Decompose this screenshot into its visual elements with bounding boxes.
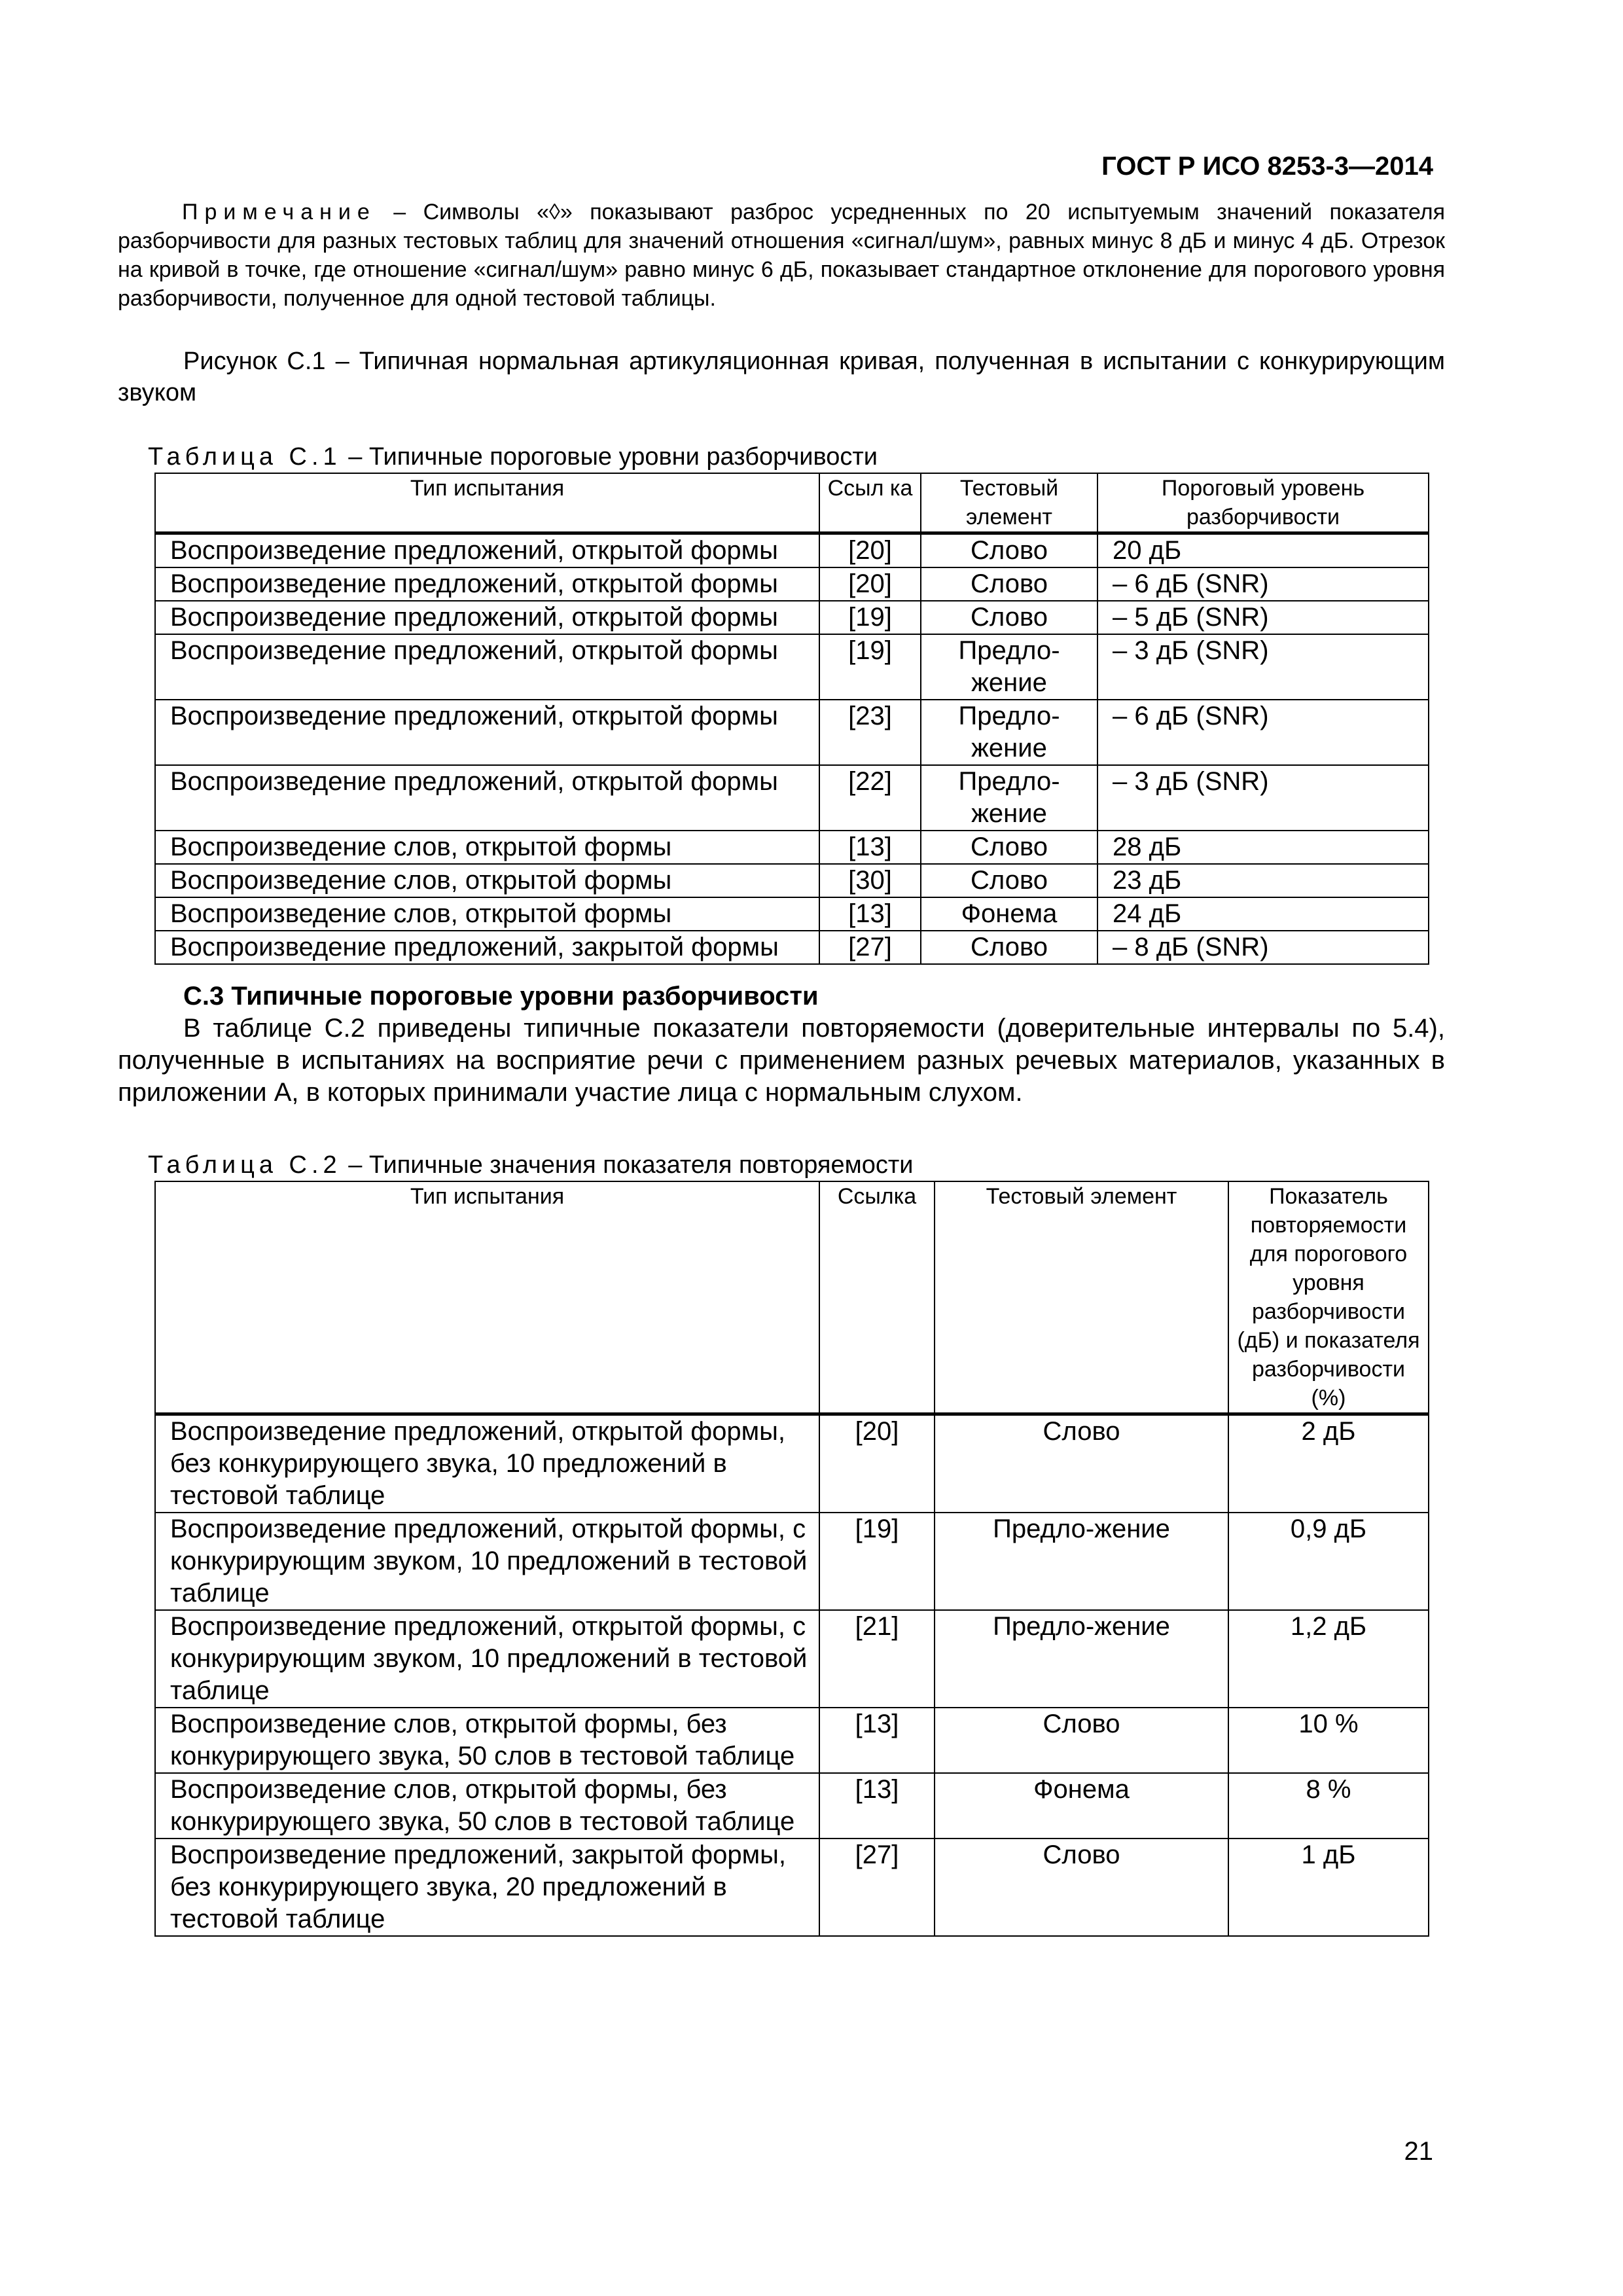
cell-value: 0,9 дБ: [1228, 1513, 1429, 1610]
cell-ref: [13]: [819, 831, 921, 864]
table-row: [155, 1708, 1429, 1773]
cell-element: Слово: [935, 1414, 1228, 1513]
cell-level: – 8 дБ (SNR): [1097, 931, 1429, 964]
table1-caption-text: – Типичные пороговые уровни разборчивости: [341, 443, 878, 471]
document-id-header: ГОСТ Р ИСО 8253-3—2014: [1101, 152, 1433, 181]
cell-value: 8 %: [1228, 1773, 1429, 1839]
table2-caption-label: Таблица С.2: [148, 1151, 342, 1179]
section-c3: [118, 980, 1445, 1109]
cell-ref: [23]: [819, 700, 921, 765]
cell-element: Слово: [921, 931, 1097, 964]
table-row: [155, 567, 1429, 601]
cell-level: – 3 дБ (SNR): [1097, 765, 1429, 831]
section-heading: С.3 Типичные пороговые уровни разборчивости: [183, 982, 819, 1011]
cell-ref: [20]: [819, 533, 921, 568]
cell-level: – 3 дБ (SNR): [1097, 634, 1429, 700]
cell-type: Воспроизведение предложений, открытой формы: [155, 533, 819, 568]
cell-level: 28 дБ: [1097, 831, 1429, 864]
cell-level: – 6 дБ (SNR): [1097, 700, 1429, 765]
col-header-level: Пороговый уровень разборчивости: [1097, 473, 1429, 533]
cell-type: Воспроизведение предложений, открытой формы: [155, 765, 819, 831]
cell-type: Воспроизведение предложений, закрытой формы: [155, 931, 819, 964]
col-header-value: Показатель повторяемости для порогового уровня разборчивости (дБ) и показателя разборчивости (%): [1228, 1181, 1429, 1414]
cell-type: Воспроизведение слов, открытой формы, без конкурирующего звука, 50 слов в тестовой таблице: [155, 1773, 819, 1839]
cell-element: Слово: [921, 533, 1097, 568]
cell-level: 23 дБ: [1097, 864, 1429, 897]
table-row: [155, 864, 1429, 897]
col-header-element: Тестовый элемент: [935, 1181, 1228, 1414]
table-row: [155, 1610, 1429, 1708]
section-paragraph: В таблице С.2 приведены типичные показатели повторяемости (доверительные интервалы по 5.4), полученные в испытаниях на восприятие речи с применением разных речевых материалов, указанных в приложении А, в которых принимали участие лица с нормальным слухом.: [118, 1014, 1445, 1107]
cell-ref: [19]: [819, 1513, 935, 1610]
cell-element: Слово: [921, 567, 1097, 601]
table-header-row: [155, 1181, 1429, 1414]
table-row: [155, 1839, 1429, 1936]
cell-level: – 5 дБ (SNR): [1097, 601, 1429, 634]
table-row: [155, 601, 1429, 634]
col-header-type: Тип испытания: [155, 1181, 819, 1414]
table-row: [155, 897, 1429, 931]
table1-caption: [148, 442, 878, 471]
cell-value: 1,2 дБ: [1228, 1610, 1429, 1708]
threshold-levels-table: [154, 473, 1429, 965]
table-header-row: [155, 473, 1429, 533]
cell-ref: [27]: [819, 931, 921, 964]
table-row: [155, 831, 1429, 864]
cell-element: Фонема: [935, 1773, 1228, 1839]
cell-element: Слово: [935, 1839, 1228, 1936]
table2-caption: [148, 1151, 914, 1179]
table2-body: [155, 1414, 1429, 1937]
cell-element: Слово: [921, 864, 1097, 897]
col-header-type: Тип испытания: [155, 473, 819, 533]
cell-level: 20 дБ: [1097, 533, 1429, 568]
cell-ref: [13]: [819, 1708, 935, 1773]
cell-element: Слово: [921, 601, 1097, 634]
figure-note: [118, 198, 1445, 313]
cell-type: Воспроизведение слов, открытой формы, без конкурирующего звука, 50 слов в тестовой таблице: [155, 1708, 819, 1773]
cell-element: Предло-жение: [921, 634, 1097, 700]
cell-type: Воспроизведение слов, открытой формы: [155, 831, 819, 864]
cell-ref: [13]: [819, 1773, 935, 1839]
table1-body: [155, 533, 1429, 965]
repeatability-table: [154, 1181, 1429, 1937]
cell-element: Предло-жение: [921, 765, 1097, 831]
page-number: 21: [1404, 2137, 1433, 2166]
cell-ref: [20]: [819, 1414, 935, 1513]
cell-value: 2 дБ: [1228, 1414, 1429, 1513]
cell-element: Предло-жение: [921, 700, 1097, 765]
cell-ref: [22]: [819, 765, 921, 831]
table-row: [155, 765, 1429, 831]
cell-ref: [19]: [819, 601, 921, 634]
cell-type: Воспроизведение предложений, открытой формы: [155, 601, 819, 634]
cell-type: Воспроизведение слов, открытой формы: [155, 897, 819, 931]
cell-element: Предло-жение: [935, 1513, 1228, 1610]
note-text: – Символы «◊» показывают разброс усредненных по 20 испытуемым значений показателя разборчивости для разных тестовых таблиц для значений отношения «сигнал/шум», равных минус 8 дБ и минус 4 дБ. Отрезок на кривой в точке, где отношение «сигнал/шум» равно минус 6 дБ, показывает стандартное отклонение для порогового уровня разборчивости, полученное для одной тестовой таблицы.: [118, 200, 1445, 311]
cell-element: Предло-жение: [935, 1610, 1228, 1708]
note-label: Примечание: [182, 200, 376, 224]
cell-type: Воспроизведение слов, открытой формы: [155, 864, 819, 897]
cell-type: Воспроизведение предложений, открытой формы: [155, 567, 819, 601]
cell-type: Воспроизведение предложений, открытой формы: [155, 700, 819, 765]
cell-type: Воспроизведение предложений, открытой формы, с конкурирующим звуком, 10 предложений в тестовой таблице: [155, 1610, 819, 1708]
table-row: [155, 1414, 1429, 1513]
table-row: [155, 700, 1429, 765]
table1-caption-label: Таблица С.1: [148, 443, 342, 471]
table-row: [155, 1773, 1429, 1839]
cell-ref: [13]: [819, 897, 921, 931]
cell-value: 1 дБ: [1228, 1839, 1429, 1936]
cell-ref: [30]: [819, 864, 921, 897]
cell-element: Фонема: [921, 897, 1097, 931]
table2-caption-text: – Типичные значения показателя повторяемости: [341, 1151, 914, 1179]
cell-type: Воспроизведение предложений, открытой формы, с конкурирующим звуком, 10 предложений в тестовой таблице: [155, 1513, 819, 1610]
table-row: [155, 1513, 1429, 1610]
cell-element: Слово: [921, 831, 1097, 864]
cell-value: 10 %: [1228, 1708, 1429, 1773]
table-row: [155, 533, 1429, 568]
col-header-ref: Ссылка: [819, 1181, 935, 1414]
cell-type: Воспроизведение предложений, открытой формы: [155, 634, 819, 700]
cell-ref: [27]: [819, 1839, 935, 1936]
col-header-element: Тестовый элемент: [921, 473, 1097, 533]
col-header-ref: Ссыл ка: [819, 473, 921, 533]
cell-ref: [20]: [819, 567, 921, 601]
table-row: [155, 634, 1429, 700]
cell-ref: [19]: [819, 634, 921, 700]
cell-level: 24 дБ: [1097, 897, 1429, 931]
cell-ref: [21]: [819, 1610, 935, 1708]
cell-type: Воспроизведение предложений, закрытой формы, без конкурирующего звука, 20 предложений в тестовой таблице: [155, 1839, 819, 1936]
cell-level: – 6 дБ (SNR): [1097, 567, 1429, 601]
table-row: [155, 931, 1429, 964]
cell-type: Воспроизведение предложений, открытой формы, без конкурирующего звука, 10 предложений в тестовой таблице: [155, 1414, 819, 1513]
figure-caption: Рисунок С.1 – Типичная нормальная артикуляционная кривая, полученная в испытании с конкурирующим звуком: [118, 348, 1445, 406]
cell-element: Слово: [935, 1708, 1228, 1773]
